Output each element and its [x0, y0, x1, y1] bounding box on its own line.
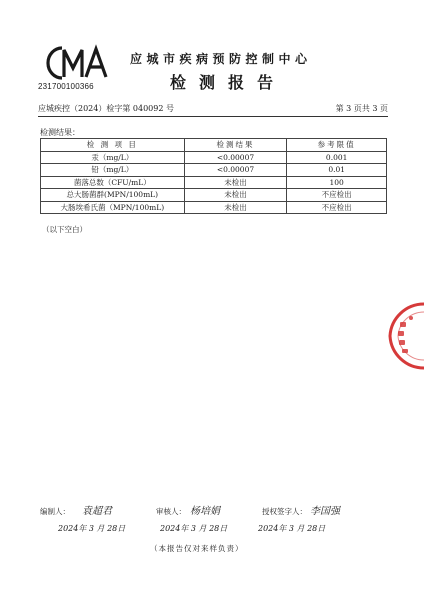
- cma-logo: [46, 44, 110, 82]
- reviewed-by-label: 审核人：: [156, 507, 186, 516]
- approved-by-label: 授权签字人：: [262, 507, 307, 516]
- table-row: [41, 201, 387, 214]
- approved-date: 2024年 3 月 28日: [258, 524, 326, 533]
- table-row: [41, 176, 387, 189]
- table-header-row: [41, 139, 387, 152]
- test-item: 总大肠菌群(MPN/100mL): [41, 189, 185, 202]
- test-result: 未检出: [184, 201, 287, 214]
- test-item: 铅（mg/L）: [41, 164, 185, 177]
- page-title: 检测报告: [170, 73, 287, 92]
- reference-limit: 100: [287, 176, 387, 189]
- table-row: [41, 189, 387, 202]
- reference-limit: 不应检出: [287, 201, 387, 214]
- results-label: 检测结果：: [40, 128, 80, 137]
- organization-name: 应城市疾病预防控制中心: [130, 52, 312, 66]
- prepared-date: 2024年 3 月 28日: [58, 524, 126, 533]
- test-result: 未检出: [184, 176, 287, 189]
- test-result: 未检出: [184, 189, 287, 202]
- results-table: [40, 138, 387, 214]
- table-row: [41, 164, 387, 177]
- table-row: [41, 151, 387, 164]
- test-item: 菌落总数（CFU/mL）: [41, 176, 185, 189]
- approved-by-signature: 李国强: [310, 506, 340, 517]
- reviewed-by-signature: 杨培娟: [190, 506, 220, 517]
- prepared-by-label: 编制人：: [40, 507, 70, 516]
- prepared-by-signature: 袁超君: [82, 506, 112, 517]
- page-info: 第 3 页共 3 页: [335, 104, 388, 113]
- column-header: 检 测 项 目: [41, 139, 185, 152]
- column-header: 检测结果: [184, 139, 287, 152]
- test-item: 大肠埃希氏菌（MPN/100mL): [41, 201, 185, 214]
- cert-code: 231700100366: [38, 82, 94, 91]
- test-result: <0.00007: [184, 164, 287, 177]
- header-divider: [38, 116, 388, 117]
- reference-limit: 不应检出: [287, 189, 387, 202]
- report-reference: 应城疾控（2024）检字第 040092 号: [38, 104, 174, 113]
- reviewed-date: 2024年 3 月 28日: [160, 524, 228, 533]
- report-footnote: （本报告仅对来样负责）: [150, 544, 244, 553]
- column-header: 参考限值: [287, 139, 387, 152]
- test-item: 汞（mg/L）: [41, 151, 185, 164]
- blank-below-note: （以下空白）: [42, 225, 87, 234]
- reference-limit: 0.001: [287, 151, 387, 164]
- test-result: <0.00007: [184, 151, 287, 164]
- official-seal: [378, 300, 424, 372]
- reference-limit: 0.01: [287, 164, 387, 177]
